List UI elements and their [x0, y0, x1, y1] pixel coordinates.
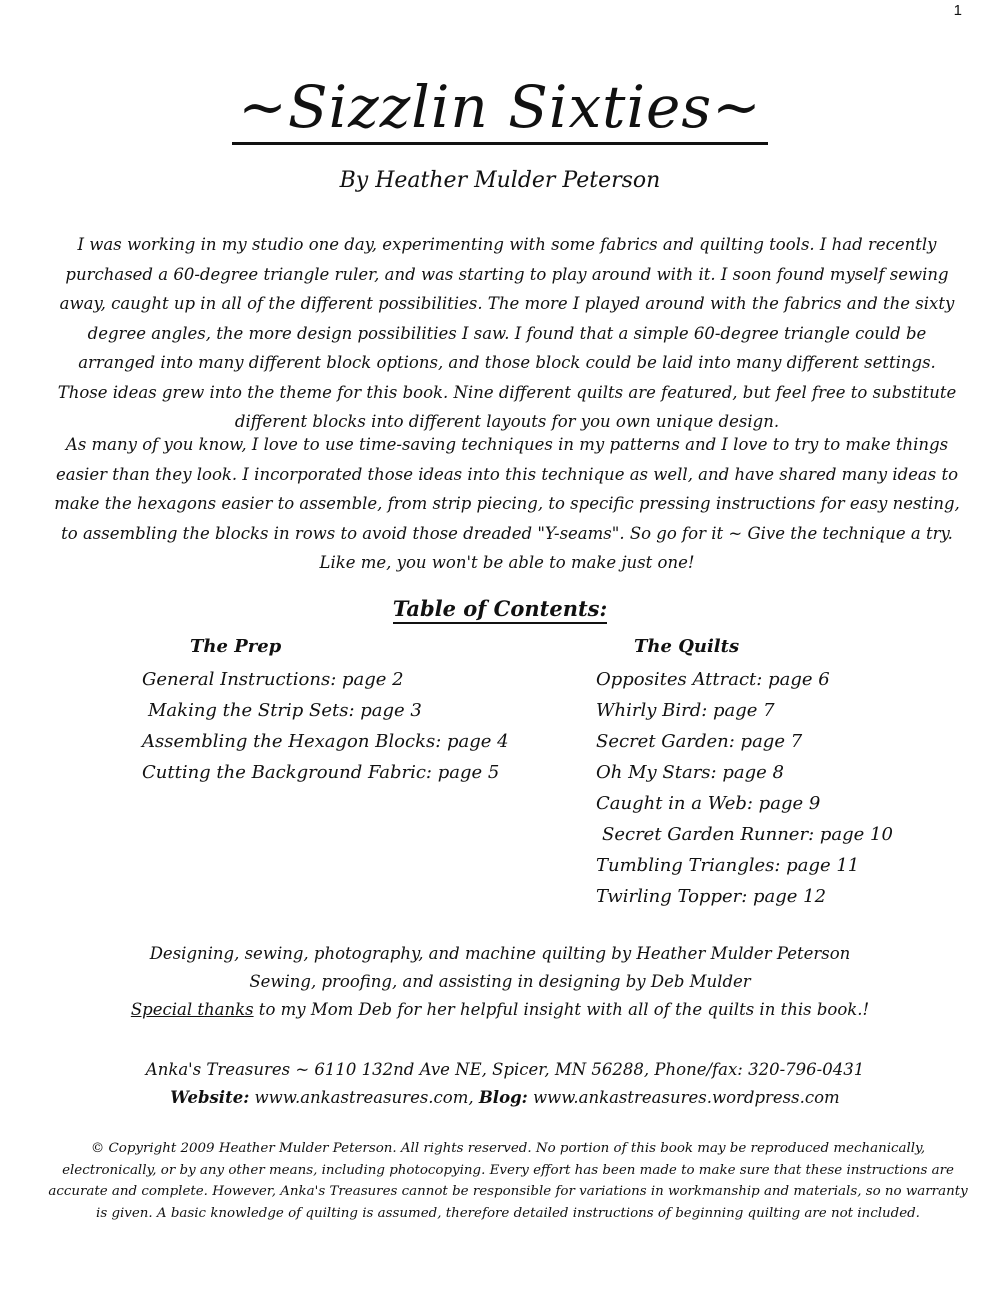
- toc-prep-item: Cutting the Background Fabric: page 5: [142, 762, 500, 783]
- credits-line-3: [0, 996, 1000, 1024]
- special-thanks-label: Special thanks: [130, 1000, 254, 1019]
- toc-quilts-item: Twirling Topper: page 12: [596, 886, 827, 907]
- toc-quilts-list: [596, 664, 893, 912]
- toc-prep-item: Assembling the Hexagon Blocks: page 4: [142, 731, 509, 752]
- page-title: ~Sizzlin Sixties~: [232, 72, 767, 145]
- intro-paragraph-2: [52, 430, 962, 578]
- toc-quilts-item: Caught in a Web: page 9: [596, 793, 821, 814]
- toc-quilts-item: Tumbling Triangles: page 11: [596, 855, 860, 876]
- credits-line-1: Designing, sewing, photography, and machine quilting by Heather Mulder Peterson: [149, 944, 851, 963]
- author-byline: By Heather Mulder Peterson: [339, 168, 661, 193]
- toc-prep-heading: The Prep: [190, 636, 282, 657]
- website-label: Website:: [170, 1088, 250, 1107]
- toc-quilts-item: Oh My Stars: page 8: [596, 762, 784, 783]
- toc-heading: [0, 596, 1000, 621]
- title-block: [0, 72, 1000, 145]
- credits-block: [0, 940, 1000, 1024]
- toc-prep-list: [142, 664, 509, 788]
- intro-paragraph-1-text: I was working in my studio one day, experimenting with some fabrics and quilting tools. I had recently purchased a 60-degree triangle ruler, and was starting to play around with it. I soon found myself sewing away, caught up in all of the different possibilities. The more I played around with the fabrics and the sixty degree angles, the more design possibilities I saw. I found that a simple 60-degree triangle could be arranged into many different block options, and those block could be laid into many different settings. Those ideas grew into the theme for this book. Nine different quilts are featured, but feel free to substitute different blocks into different layouts for you own unique design.: [57, 235, 957, 431]
- toc-quilts-heading: The Quilts: [634, 636, 740, 657]
- toc-quilts-item: Opposites Attract: page 6: [596, 669, 830, 690]
- toc-prep-item: Making the Strip Sets: page 3: [148, 700, 422, 721]
- copyright-notice: © Copyright 2009 Heather Mulder Peterson. All rights reserved. No portion of this book may be reproduced mechanically, electronically, or by any other means, including photocopying. Every effort has been made to make sure that these instructions are accurate and complete. However, Anka's Treasures cannot be responsible for variations in workmanship and materials, so no warranty is given. A basic knowledge of quilting is assumed, therefore detailed instructions of beginning quilting are not included.: [48, 1141, 968, 1221]
- blog-label: Blog:: [478, 1088, 528, 1107]
- contact-address: Anka's Treasures ~ 6110 132nd Ave NE, Spicer, MN 56288, Phone/fax: 320-796-0431: [145, 1060, 865, 1079]
- contact-block: [0, 1056, 1000, 1112]
- contact-web-line: [0, 1084, 1000, 1112]
- blog-url: www.ankastreasures.wordpress.com: [527, 1088, 840, 1107]
- special-thanks-text: to my Mom Deb for her helpful insight with all of the quilts in this book.!: [253, 1000, 870, 1019]
- intro-paragraph-1: [52, 230, 962, 437]
- page-number: 1: [953, 2, 962, 19]
- credits-line-2: Sewing, proofing, and assisting in designing by Deb Mulder: [249, 972, 751, 991]
- website-url: www.ankastreasures.com,: [249, 1088, 479, 1107]
- toc-quilts-item: Secret Garden Runner: page 10: [602, 824, 893, 845]
- toc-quilts-item: Secret Garden: page 7: [596, 731, 803, 752]
- toc-quilts-item: Whirly Bird: page 7: [596, 700, 775, 721]
- toc-heading-text: Table of Contents:: [393, 596, 608, 624]
- intro-paragraph-2-text: As many of you know, I love to use time-saving techniques in my patterns and I love to try to make things easier than they look. I incorporated those ideas into this technique as well, and have shared many ideas to make the hexagons easier to assemble, from strip piecing, to specific pressing instructions for easy nesting, to assembling the blocks in rows to avoid those dreaded "Y-seams". So go for it ~ Give the technique a try. Like me, you won't be able to make just one!: [54, 435, 960, 572]
- toc-prep-item: General Instructions: page 2: [142, 669, 404, 690]
